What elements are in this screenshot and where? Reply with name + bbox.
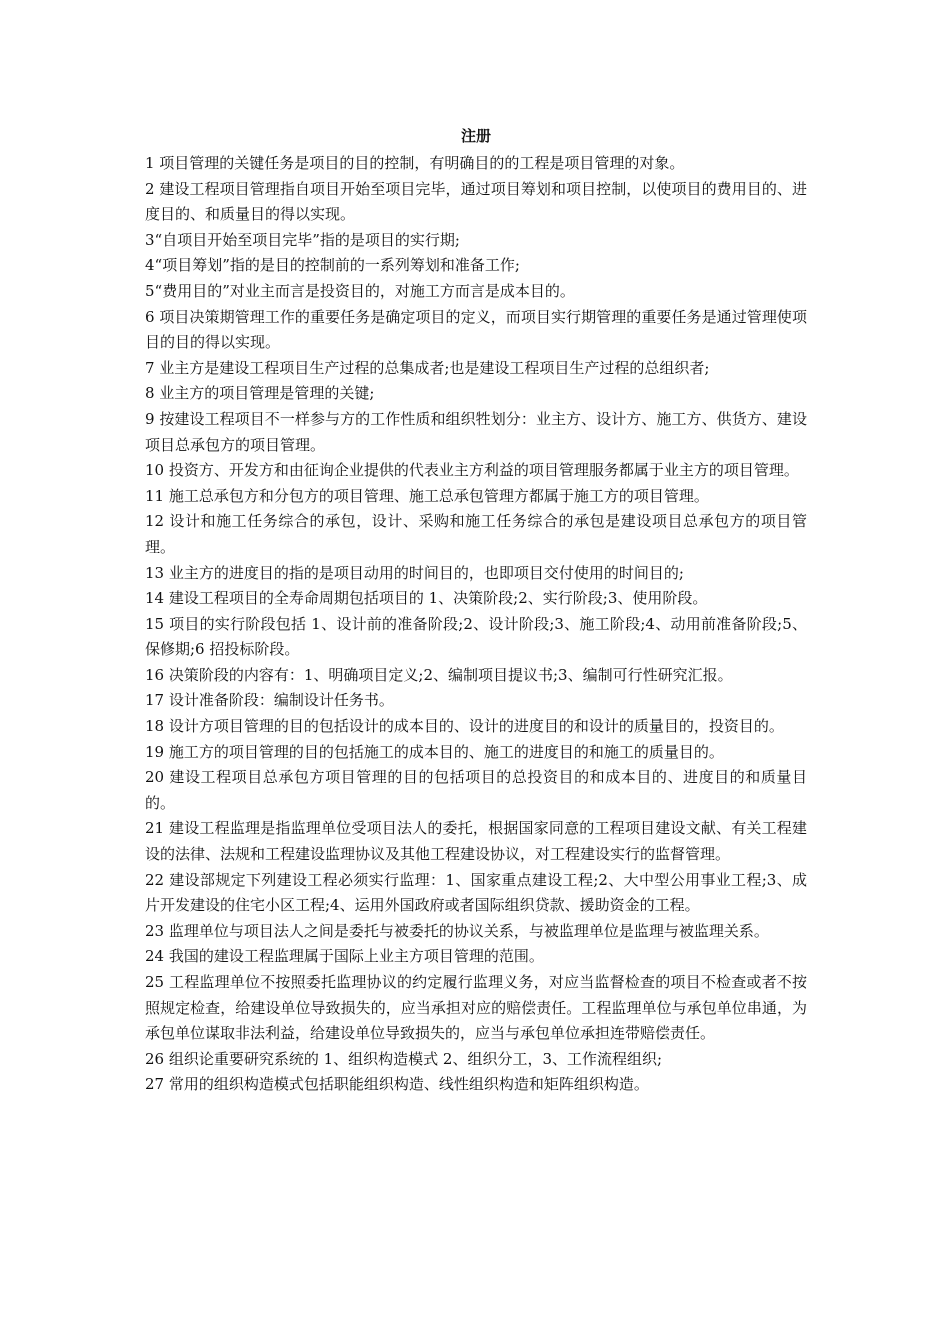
list-item: 21 建设工程监理是指监理单位受项目法人的委托，根据国家同意的工程项目建设文献、有关工程建设的法律、法规和工程建设监理协议及其他工程建设协议，对工程建设实行的监督管理。 xyxy=(145,819,807,864)
list-item: 11 施工总承包方和分包方的项目管理、施工总承包管理方都属于施工方的项目管理。 xyxy=(145,486,709,505)
list-item: 9 按建设工程项目不一样参与方的工作性质和组织牲划分：业主方、设计方、施工方、供货方、建设项目总承包方的项目管理。 xyxy=(145,409,807,454)
list-item: 20 建设工程项目总承包方项目管理的目的包括项目的总投资目的和成本目的、进度目的和质量目的。 xyxy=(145,768,807,812)
list-item: 26 组织论重要研究系统的 1、组织构造模式 2、组织分工，3、工作流程组织; xyxy=(145,1049,663,1068)
list-item: 12 设计和施工任务综合的承包，设计、采购和施工任务综合的承包是建设项目总承包方的项目管理。 xyxy=(145,512,807,556)
list-item: 3“自项目开始至项目完毕”指的是项目的实行期; xyxy=(145,230,460,249)
list-item: 10 投资方、开发方和由征询企业提供的代表业主方利益的项目管理服务都属于业主方的项目管理。 xyxy=(145,461,799,480)
list-item: 17 设计准备阶段：编制设计任务书。 xyxy=(145,691,394,710)
list-item: 18 设计方项目管理的目的包括设计的成本目的、设计的进度目的和设计的质量目的，投资目的。 xyxy=(145,717,784,736)
list-item: 1 项目管理的关键任务是项目的目的控制，有明确目的的工程是项目管理的对象。 xyxy=(145,154,685,172)
list-item: 4“项目筹划”指的是目的控制前的一系列筹划和准备工作; xyxy=(145,256,520,275)
list-item: 22 建设部规定下列建设工程必须实行监理：1、国家重点建设工程;2、大中型公用事业工程;3、成片开发建设的住宅小区工程;4、运用外国政府或者国际组织贷款、援助资金的工程。 xyxy=(145,870,807,915)
list-item: 25 工程监理单位不按照委托监理协议的约定履行监理义务，对应当监督检查的项目不检查或者不按照规定检查，给建设单位导致损失的，应当承担对应的赔偿责任。工程监理单位与承包单位串通，为承包单位谋取非法利益，给建设单位导致损失的，应当与承包单位承担连带赔偿责任。 xyxy=(145,973,807,1043)
list-item: 24 我国的建设工程监理属于国际上业主方项目管理的范围。 xyxy=(145,947,544,966)
list-item: 2 建设工程项目管理指自项目开始至项目完毕，通过项目筹划和项目控制，以使项目的费用目的、进度目的、和质量目的得以实现。 xyxy=(145,179,807,224)
list-item: 15 项目的实行阶段包括 1、设计前的准备阶段;2、设计阶段;3、施工阶段;4、动用前准备阶段;5、保修期;6 招投标阶段。 xyxy=(145,614,807,659)
list-item: 7 业主方是建设工程项目生产过程的总集成者;也是建设工程项目生产过程的总组织者; xyxy=(145,358,710,377)
list-item: 16 决策阶段的内容有：1、明确项目定义;2、编制项目提议书;3、编制可行性研究汇报。 xyxy=(145,665,733,684)
list-item: 6 项目决策期管理工作的重要任务是确定项目的定义，而项目实行期管理的重要任务是通过管理使项目的目的得以实现。 xyxy=(145,307,807,352)
list-item: 14 建设工程项目的全寿命周期包括项目的 1、决策阶段;2、实行阶段;3、使用阶段。 xyxy=(145,589,708,608)
list-item: 8 业主方的项目管理是管理的关键; xyxy=(145,384,375,403)
list-item: 13 业主方的进度目的指的是项目动用的时间目的，也即项目交付使用的时间目的; xyxy=(145,563,684,582)
list-item: 5“费用目的”对业主而言是投资目的，对施工方而言是成本目的。 xyxy=(145,281,575,300)
list-item: 19 施工方的项目管理的目的包括施工的成本目的、施工的进度目的和施工的质量目的。 xyxy=(145,742,724,761)
document-page xyxy=(145,124,807,1098)
document-title: 注册 xyxy=(460,127,491,145)
list-item: 23 监理单位与项目法人之间是委托与被委托的协议关系，与被监理单位是监理与被监理关系。 xyxy=(145,921,769,940)
list-item: 27 常用的组织构造模式包括职能组织构造、线性组织构造和矩阵组织构造。 xyxy=(145,1075,649,1094)
